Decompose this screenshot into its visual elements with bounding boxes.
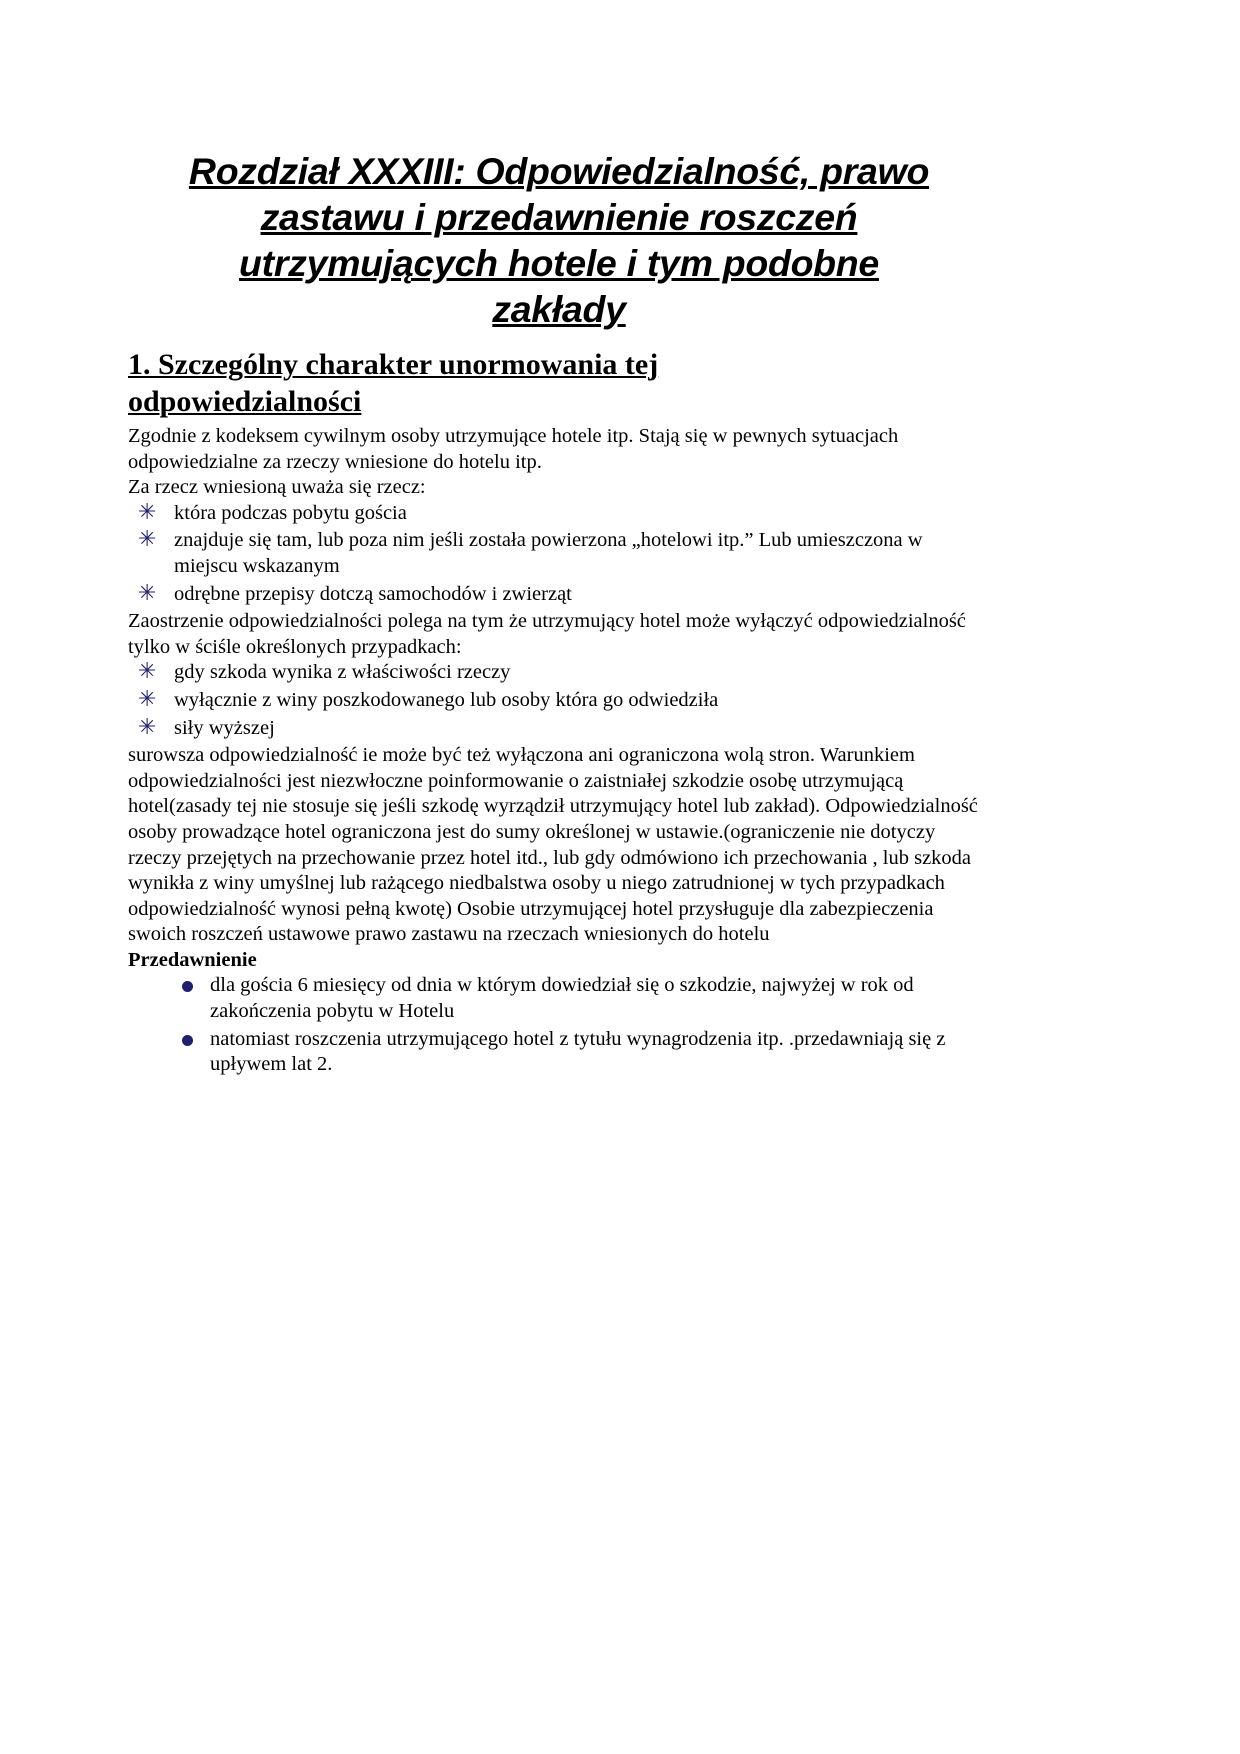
list-item	[128, 501, 990, 527]
asterisk-bullet-icon: ✳	[138, 527, 157, 553]
asterisk-bullet-icon: ✳	[138, 580, 157, 606]
prescription-list	[128, 973, 990, 1077]
list-item	[128, 716, 990, 742]
page-title-line-3: utrzymujących hotele i tym podobne	[239, 242, 879, 284]
list-item-text: natomiast roszczenia utrzymującego hotel z tytułu wynagrodzenia itp. .przedawniają się z upływem lat 2.	[210, 1027, 946, 1076]
prescription-label: Przedawnienie	[128, 948, 257, 971]
document-content	[128, 148, 990, 1080]
list-item	[128, 660, 990, 686]
list-item-text: gdy szkoda wynika z właściwości rzeczy	[174, 661, 511, 684]
list-item	[128, 688, 990, 714]
asterisk-bullet-icon: ✳	[138, 714, 157, 740]
asterisk-bullet-icon: ✳	[138, 686, 157, 712]
list-item	[128, 973, 990, 1024]
list-item	[128, 1027, 990, 1078]
definition-list	[128, 501, 990, 607]
page-title-line-4: zakłady	[492, 288, 626, 330]
asterisk-bullet-icon: ✳	[138, 659, 157, 685]
list1-lead: Za rzecz wniesioną uważa się rzecz:	[128, 476, 426, 499]
list-item-text: która podczas pobytu gościa	[174, 501, 407, 524]
closing-paragraph: surowsza odpowiedzialność ie może być też wyłączona ani ograniczona wolą stron. Warunkiem odpowiedzialności jest niezwłoczne poinformowanie o zaistniałej szkodzie osobę utrzymującą hotel(zasady tej nie stosuje się jeśli szkodę wyrządził utrzymujący hotel lub zakład). Odpowiedzialność osoby prowadzące hotel ograniczona jest do sumy określonej w ustawie.(ograniczenie nie dotyczy rzeczy przejętych na przechowanie przez hotel itd., lub gdy odmówiono ich przechowania , lub szkoda wynikła z winy umyślnej lub rażącego niedbalstwa osoby u niego zatrudnionej w tych przypadkach odpowiedzialność wynosi pełną kwotę) Osobie utrzymującej hotel przysługuje dla zabezpieczenia swoich roszczeń ustawowe prawo zastawu na rzeczach wniesionych do hotelu	[128, 744, 978, 946]
section-heading-line-1: 1. Szczególny charakter unormowania tej	[128, 348, 659, 381]
list-item-text: wyłącznie z winy poszkodowanego lub osoby która go odwiedziła	[174, 688, 719, 711]
list-item	[128, 528, 990, 579]
list-item-text: odrębne przepisy dotczą samochodów i zwierząt	[174, 582, 572, 605]
list-item-text: dla gościa 6 miesięcy od dnia w którym dowiedział się o szkodzie, najwyżej w rok od zakończenia pobytu w Hotelu	[210, 974, 914, 1023]
list-item-text: siły wyższej	[174, 716, 275, 739]
section-heading	[128, 346, 990, 420]
page-title	[128, 148, 990, 332]
list2-lead: Zaostrzenie odpowiedzialności polega na tym że utrzymujący hotel może wyłączyć odpowiedzialność tylko w ściśle określonych przypadkach:	[128, 610, 966, 658]
dot-bullet-icon	[182, 981, 193, 992]
list-item	[128, 582, 990, 608]
intro-paragraph: Zgodnie z kodeksem cywilnym osoby utrzymujące hotele itp. Stają się w pewnych sytuacjach odpowiedzialne za rzeczy wniesione do hotelu itp.	[128, 425, 899, 473]
dot-bullet-icon	[182, 1035, 193, 1046]
list-item-text: znajduje się tam, lub poza nim jeśli została powierzona „hotelowi itp.” Lub umieszczona w miejscu wskazanym	[174, 529, 923, 577]
exclusions-list	[128, 660, 990, 741]
section-heading-line-2: odpowiedzialności	[128, 385, 362, 418]
page-title-line-2: zastawu i przedawnienie roszczeń	[260, 196, 858, 238]
page-title-line-1: Rozdział XXXIII: Odpowiedzialność, prawo	[188, 150, 930, 192]
asterisk-bullet-icon: ✳	[138, 499, 157, 525]
